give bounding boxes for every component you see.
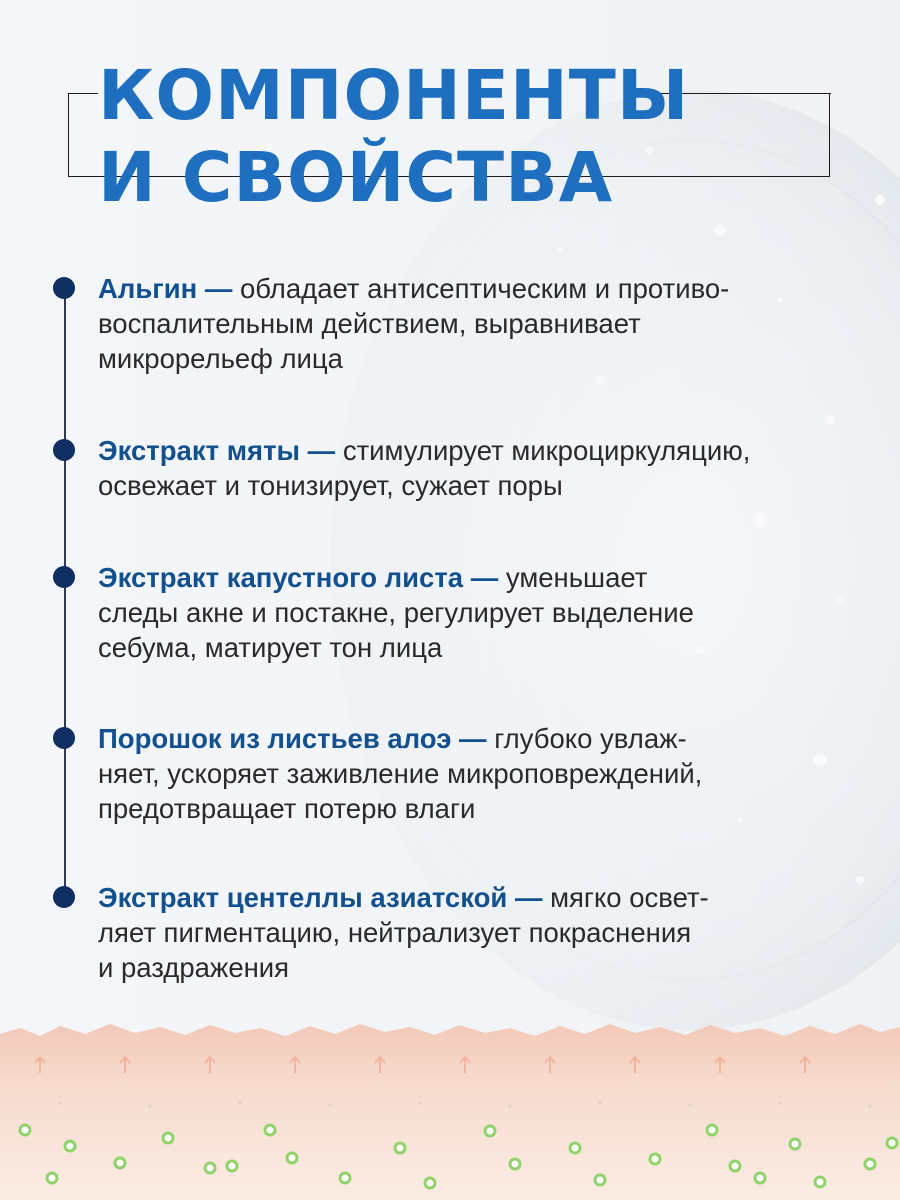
item-text: глубоко увлаж-: [494, 723, 687, 754]
item-text: предотвращает потерю влаги: [98, 793, 476, 824]
timeline-line: [64, 288, 66, 896]
item-text: следы акне и постакне, регулирует выделение: [98, 597, 694, 628]
page-title: [98, 55, 689, 219]
item-text: ляет пигментацию, нейтрализует покраснения: [98, 917, 692, 948]
ingredient-name: Экстракт мяты —: [98, 435, 336, 466]
bullet-dot: [53, 439, 75, 461]
item-text: себума, матирует тон лица: [98, 632, 443, 663]
list-item: [98, 271, 878, 376]
bullet-dot: [53, 886, 75, 908]
bullet-dot: [53, 277, 75, 299]
ingredient-name: Экстракт центеллы азиатской —: [98, 882, 543, 913]
bullet-dot: [53, 727, 75, 749]
skin-layer-illustration: [0, 1018, 900, 1200]
ingredient-name: Альгин —: [98, 273, 233, 304]
ingredient-name: Экстракт капустного листа —: [98, 562, 499, 593]
item-text: обладает антисептическим и противо-: [240, 273, 730, 304]
title-line-1: КОМПОНЕНТЫ: [98, 56, 690, 136]
item-text: и раздражения: [98, 952, 290, 983]
title-line-2: И СВОЙСТВА: [98, 138, 614, 218]
item-text: уменьшает: [505, 562, 648, 593]
item-text: воспалительным действием, выравнивает: [98, 308, 641, 339]
bullet-dot: [53, 566, 75, 588]
ingredient-name: Порошок из листьев алоэ —: [98, 723, 487, 754]
item-text: стимулирует микроциркуляцию,: [342, 435, 751, 466]
list-item: [98, 433, 878, 503]
list-item: [98, 721, 878, 826]
item-text: микрорельеф лица: [98, 343, 343, 374]
item-text: мягко освет-: [550, 882, 709, 913]
item-text: няет, ускоряет заживление микроповреждений,: [98, 758, 703, 789]
item-text: освежает и тонизирует, сужает поры: [98, 470, 563, 501]
list-item: [98, 880, 878, 985]
list-item: [98, 560, 878, 665]
